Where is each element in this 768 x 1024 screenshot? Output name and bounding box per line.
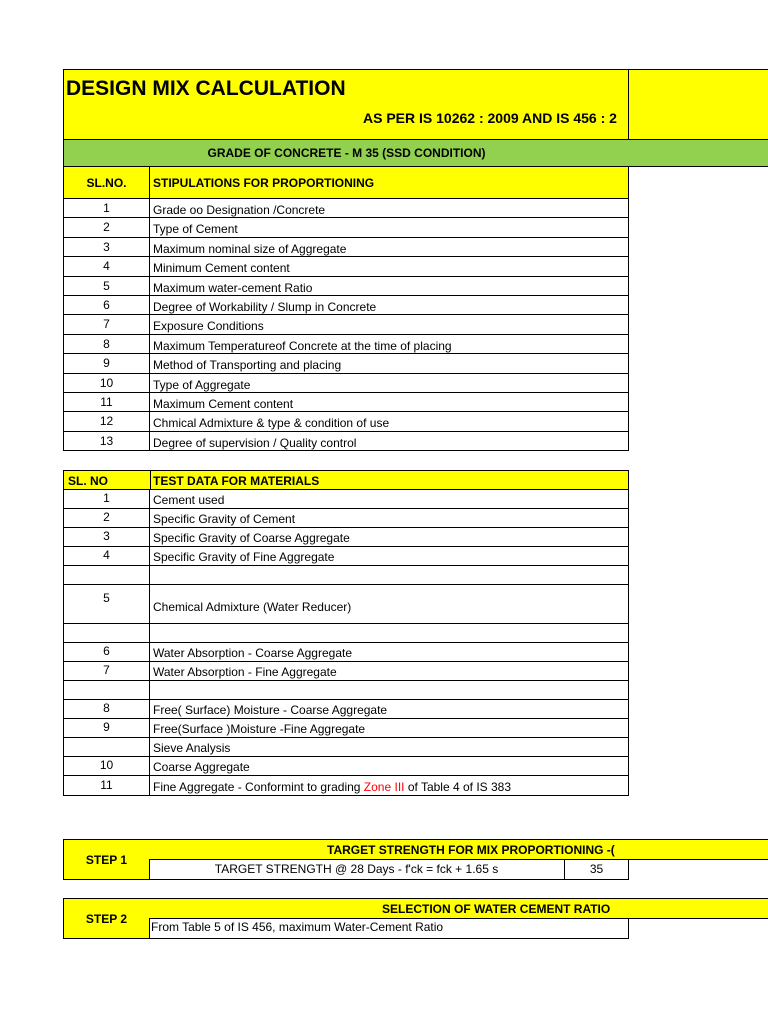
test-data-no: [63, 738, 150, 757]
step2-title-cell: [149, 898, 768, 919]
step2-label-cell: [63, 898, 150, 939]
stipulations-header: [63, 167, 629, 199]
stipulation-text: Grade oo Designation /Concrete: [150, 199, 629, 218]
stipulation-text: Method of Transporting and placing: [150, 354, 629, 374]
step2-text: From Table 5 of IS 456, maximum Water-Cement Ratio: [151, 920, 444, 934]
stipulation-no: 8: [63, 335, 150, 354]
stipulation-no: 5: [63, 277, 150, 296]
header-block: [63, 69, 768, 139]
step1-label: STEP 1: [85, 852, 128, 867]
stipulation-text: Maximum water-cement Ratio: [150, 277, 629, 296]
stipulation-no: 9: [63, 354, 150, 374]
test-data-col-desc: TEST DATA FOR MATERIALS: [153, 473, 320, 488]
step1-formula-cell: [149, 859, 565, 880]
stipulation-text: Exposure Conditions: [150, 315, 629, 335]
stipulation-text: Type of Aggregate: [150, 374, 629, 393]
step2-title-right-border: [628, 898, 629, 919]
test-data-col-no: SL. NO: [68, 473, 109, 488]
page-title: DESIGN MIX CALCULATION: [66, 77, 346, 100]
test-data-text: Water Absorption - Fine Aggregate: [150, 662, 629, 681]
step2-label: STEP 2: [85, 911, 128, 926]
test-data-no: 4: [63, 547, 150, 566]
test-data-text: Specific Gravity of Cement: [150, 509, 629, 528]
test-data-text: [150, 681, 629, 700]
stipulation-no: 3: [63, 238, 150, 257]
step1-value-cell: [564, 859, 629, 880]
stipulations-col-no: SL.NO.: [64, 167, 150, 198]
step2-text-cell: [149, 918, 629, 939]
grade-row: [63, 139, 768, 167]
test-data-no: 9: [63, 719, 150, 738]
test-data-text-part: of Table 4 of IS 383: [404, 780, 512, 794]
test-data-text: [150, 776, 629, 796]
test-data-no: [63, 681, 150, 700]
test-data-no: 6: [63, 643, 150, 662]
stipulation-no: 12: [63, 412, 150, 432]
stipulation-text: Maximum Cement content: [150, 393, 629, 412]
stipulation-no: 6: [63, 296, 150, 315]
stipulation-no: 10: [63, 374, 150, 393]
stipulation-text: Maximum nominal size of Aggregate: [150, 238, 629, 257]
test-data-text-part: Fine Aggregate - Conformint to grading: [153, 780, 364, 794]
test-data-text: [150, 624, 629, 643]
page-subtitle: AS PER IS 10262 : 2009 AND IS 456 : 2: [363, 110, 617, 126]
test-data-text: Water Absorption - Coarse Aggregate: [150, 643, 629, 662]
stipulations-col-desc: STIPULATIONS FOR PROPORTIONING: [153, 175, 375, 190]
test-data-no: 2: [63, 509, 150, 528]
stipulation-no: 2: [63, 218, 150, 238]
zone-highlight: Zone III: [363, 780, 405, 794]
test-data-text: [150, 566, 629, 585]
step1-label-cell: [63, 839, 150, 880]
test-data-no: [63, 566, 150, 585]
test-data-text: Specific Gravity of Coarse Aggregate: [150, 528, 629, 547]
stipulation-text: Minimum Cement content: [150, 257, 629, 277]
stipulation-no: 1: [63, 199, 150, 218]
test-data-no: 1: [63, 490, 150, 509]
test-data-no: 10: [63, 757, 150, 776]
test-data-header: [63, 470, 629, 490]
step1-title-cell: [149, 839, 768, 860]
test-data-text: Specific Gravity of Fine Aggregate: [150, 547, 629, 566]
test-data-no: 7: [63, 662, 150, 681]
test-data-text: Coarse Aggregate: [150, 757, 629, 776]
stipulation-text: Maximum Temperatureof Concrete at the time of placing: [150, 335, 629, 354]
test-data-no: 11: [63, 776, 150, 796]
test-data-no: 5: [63, 585, 150, 624]
stipulation-text: Degree of Workability / Slump in Concrete: [150, 296, 629, 315]
step1-value: 35: [589, 862, 604, 876]
test-data-col-divider: [150, 471, 151, 490]
header-border-right: [628, 69, 629, 139]
stipulation-no: 13: [63, 432, 150, 451]
step2-title: SELECTION OF WATER CEMENT RATIO: [382, 902, 611, 916]
stipulation-no: 11: [63, 393, 150, 412]
grade-label: GRADE OF CONCRETE - M 35 (SSD CONDITION): [207, 146, 486, 160]
test-data-text: Free(Surface )Moisture -Fine Aggregate: [150, 719, 629, 738]
stipulation-no: 4: [63, 257, 150, 277]
test-data-text: Free( Surface) Moisture - Coarse Aggregate: [150, 700, 629, 719]
stipulation-text: Type of Cement: [150, 218, 629, 238]
test-data-no: 8: [63, 700, 150, 719]
test-data-no: 3: [63, 528, 150, 547]
stipulation-no: 7: [63, 315, 150, 335]
stipulation-text: Degree of supervision / Quality control: [150, 432, 629, 451]
step1-title: TARGET STRENGTH FOR MIX PROPORTIONING -(: [327, 843, 615, 857]
stipulation-text: Chmical Admixture & type & condition of use: [150, 412, 629, 432]
test-data-text: Chemical Admixture (Water Reducer): [150, 585, 629, 624]
test-data-text: Sieve Analysis: [150, 738, 629, 757]
test-data-text: Cement used: [150, 490, 629, 509]
test-data-no: [63, 624, 150, 643]
step1-formula: TARGET STRENGTH @ 28 Days - f'ck = fck + 1.65 s: [214, 862, 499, 876]
